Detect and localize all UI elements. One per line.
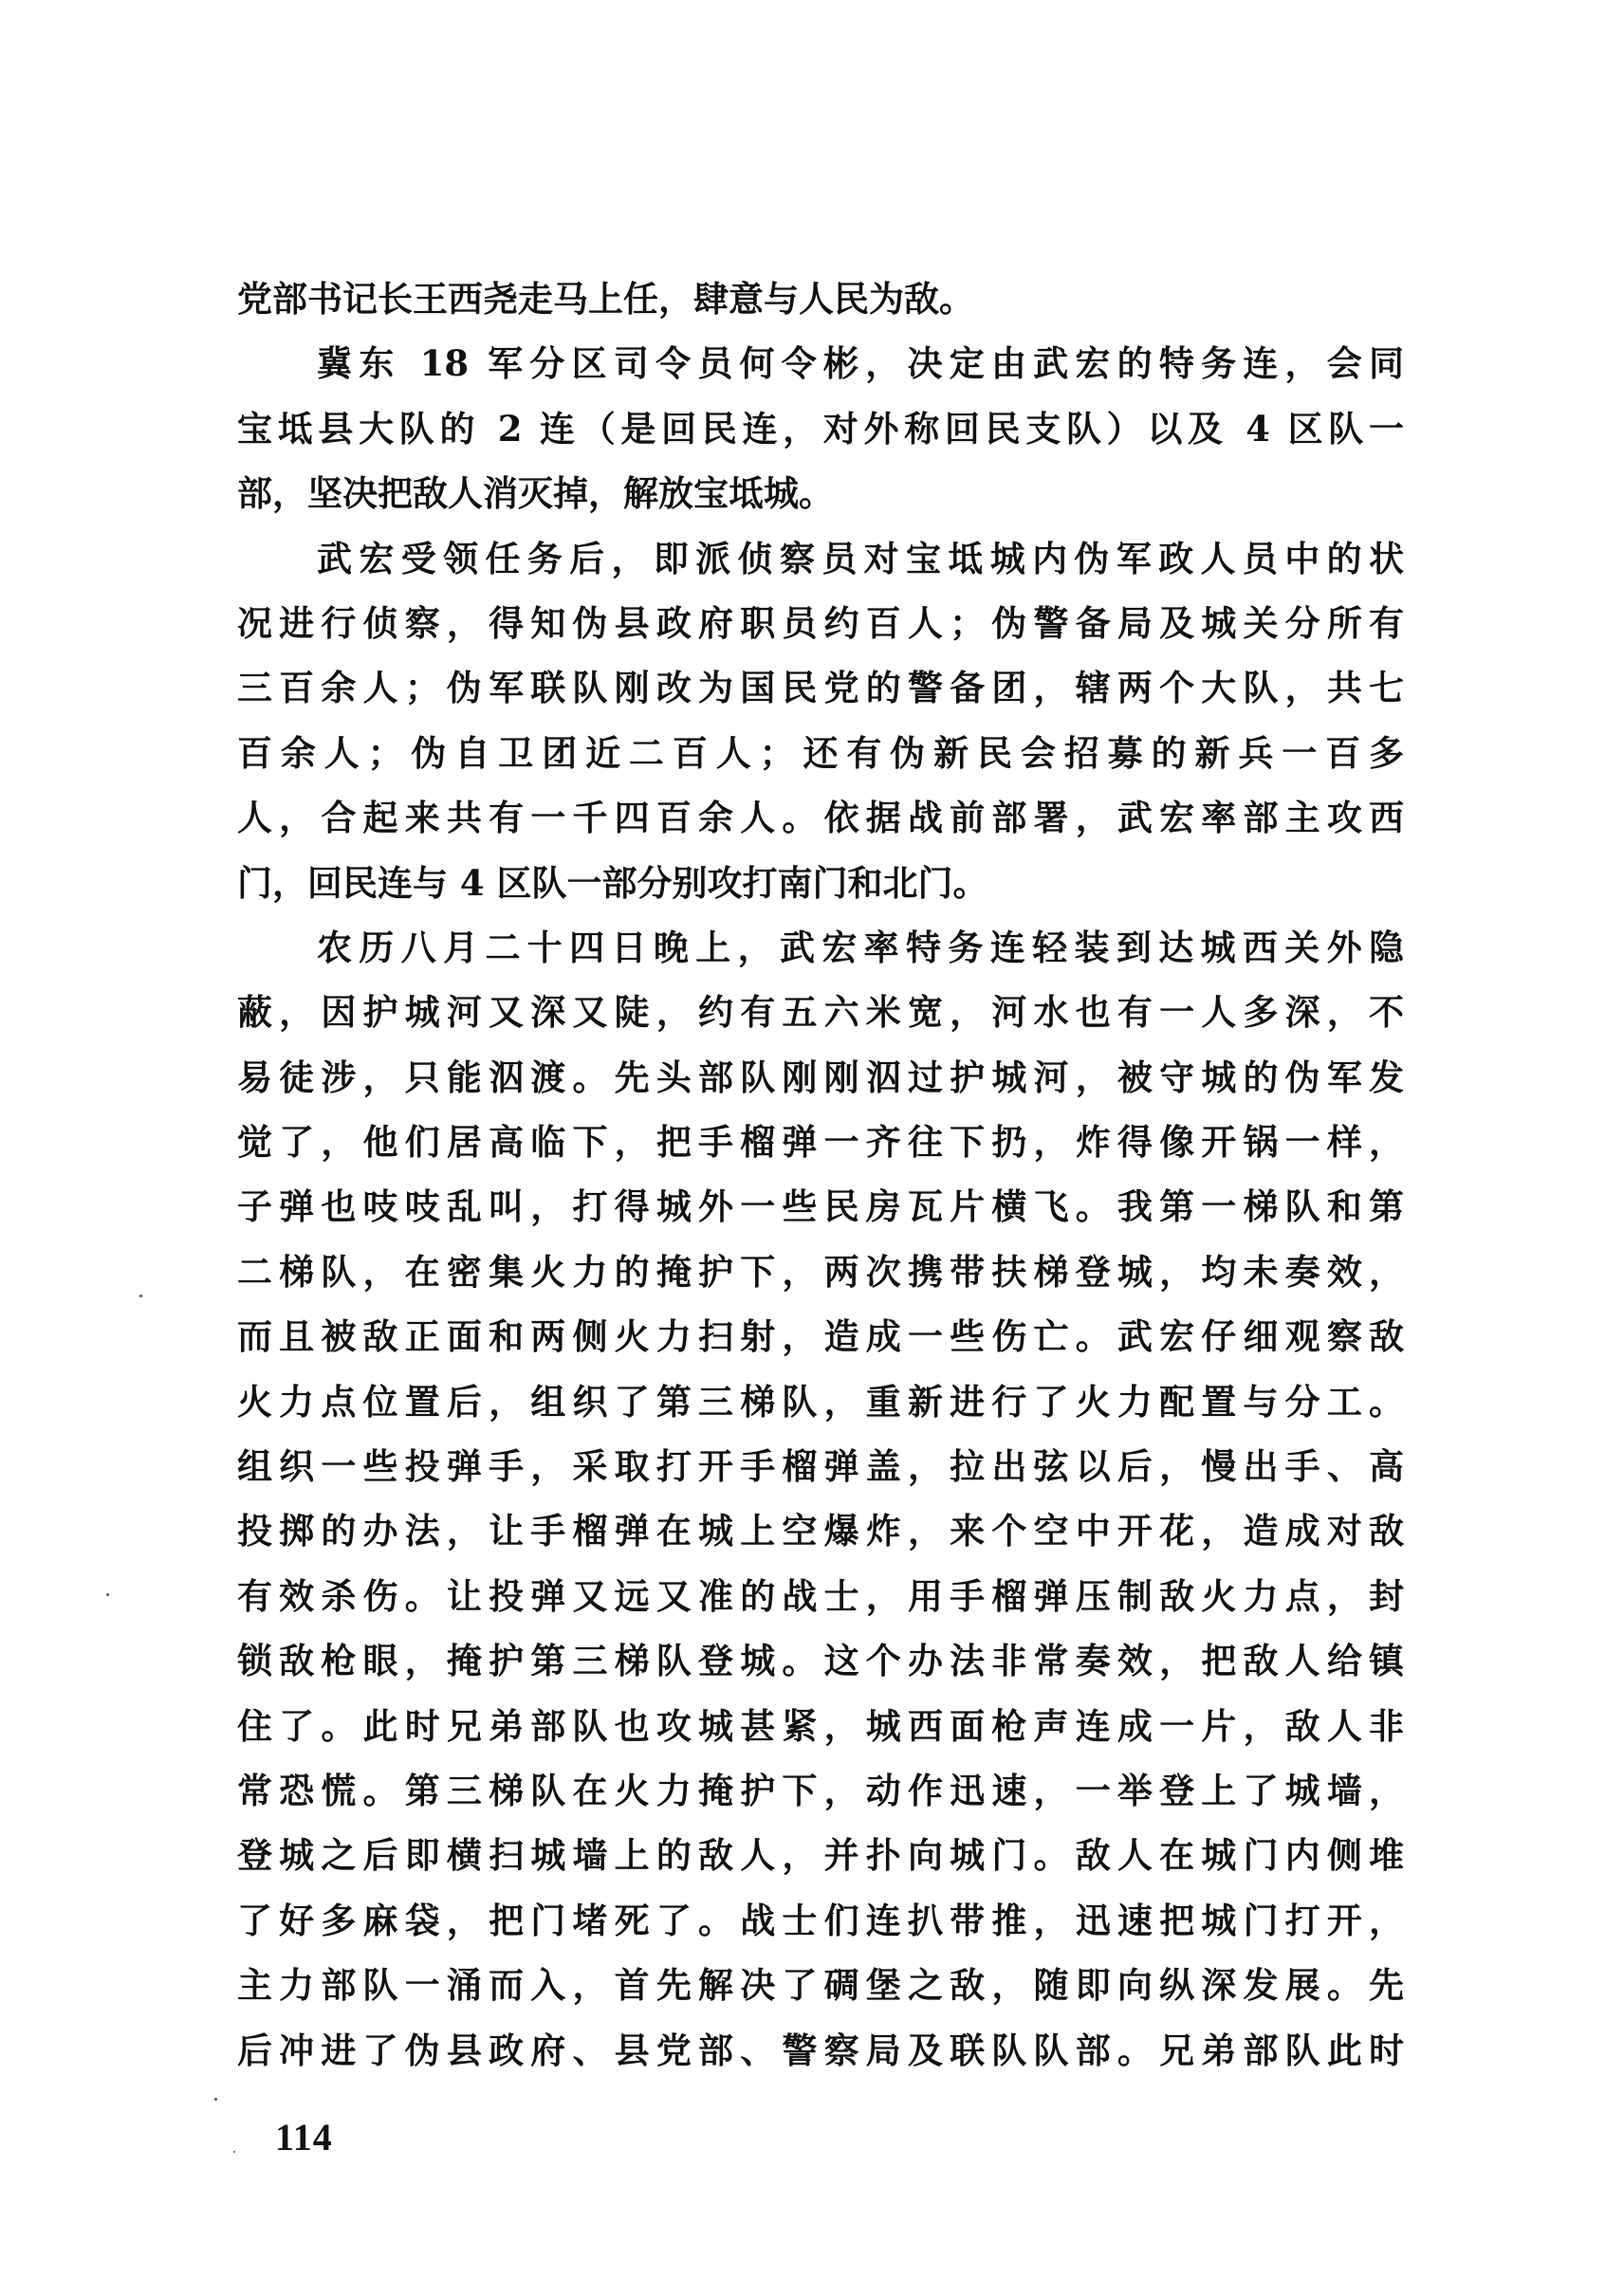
scan-speck [214, 2098, 217, 2101]
text-line: 冀东 18 军分区司令员何令彬，决定由武宏的特务连，会同 [317, 342, 1404, 385]
text-line: 况进行侦察，得知伪县政府职员约百人；伪警备局及城关分所有 [237, 601, 1404, 644]
text-line: 党部书记长王西尧走马上任，肆意与人民为敌。 [237, 278, 974, 320]
body-text [237, 266, 1404, 2083]
text-line: 部，坚决把敌人消灭掉，解放宝坻城。 [237, 472, 834, 515]
text-line: 了好多麻袋，把门堵死了。战士们连扒带推，迅速把城门打开， [237, 1899, 1404, 1941]
text-line: 子弹也吱吱乱叫，打得城外一些民房瓦片横飞。我第一梯队和第 [237, 1185, 1404, 1228]
text-line: 而且被敌正面和两侧火力扫射，造成一些伤亡。武宏仔细观察敌 [237, 1315, 1404, 1358]
text-line: 火力点位置后，组织了第三梯队，重新进行了火力配置与分工。 [237, 1380, 1404, 1423]
text-line: 住了。此时兄弟部队也攻城甚紧，城西面枪声连成一片，敌人非 [237, 1704, 1404, 1747]
text-line: 组织一些投弹手，采取打开手榴弹盖，拉出弦以后，慢出手、高 [237, 1445, 1404, 1488]
scan-speck [139, 1295, 142, 1297]
text-line: 宝坻县大队的 2 连（是回民连，对外称回民支队）以及 4 区队一 [237, 407, 1404, 450]
text-line: 锁敌枪眼，掩护第三梯队登城。这个办法非常奏效，把敌人给镇 [237, 1640, 1404, 1682]
text-line: 农历八月二十四日晚上，武宏率特务连轻装到达城西关外隐 [317, 926, 1404, 968]
text-line: 登城之后即横扫城墙上的敌人，并扑向城门。敌人在城门内侧堆 [237, 1834, 1404, 1877]
text-line: 常恐慌。第三梯队在火力掩护下，动作迅速，一举登上了城墙， [237, 1769, 1404, 1811]
scan-speck [106, 1593, 109, 1596]
text-line: 人，合起来共有一千四百余人。依据战前部署，武宏率部主攻西 [237, 797, 1404, 839]
text-line: 三百余人；伪军联队刚改为国民党的警备团，辖两个大队，共七 [237, 667, 1404, 709]
text-line: 二梯队，在密集火力的掩护下，两次携带扶梯登城，均未奏效， [237, 1250, 1404, 1293]
text-line: 武宏受领任务后，即派侦察员对宝坻城内伪军政人员中的状 [317, 537, 1404, 579]
page-number: 114 [275, 2116, 333, 2158]
text-line: 易徒涉，只能泅渡。先头部队刚刚泅过护城河，被守城的伪军发 [237, 1056, 1404, 1098]
text-line: 主力部队一涌而入，首先解决了碉堡之敌，随即向纵深发展。先 [237, 1964, 1404, 2007]
text-line: 投掷的办法，让手榴弹在城上空爆炸，来个空中开花，造成对敌 [237, 1510, 1404, 1552]
text-line: 有效杀伤。让投弹又远又准的战士，用手榴弹压制敌火力点，封 [237, 1574, 1404, 1617]
scan-speck [233, 2151, 235, 2153]
text-line: 蔽，因护城河又深又陡，约有五六米宽，河水也有一人多深，不 [237, 991, 1404, 1034]
text-line: 门，回民连与 4 区队一部分别攻打南门和北门。 [237, 861, 988, 904]
text-line: 后冲进了伪县政府、县党部、警察局及联队队部。兄弟部队此时 [237, 2029, 1404, 2071]
text-line: 觉了，他们居高临下，把手榴弹一齐往下扔，炸得像开锅一样， [237, 1121, 1404, 1164]
text-line: 百余人；伪自卫团近二百人；还有伪新民会招募的新兵一百多 [237, 731, 1404, 774]
